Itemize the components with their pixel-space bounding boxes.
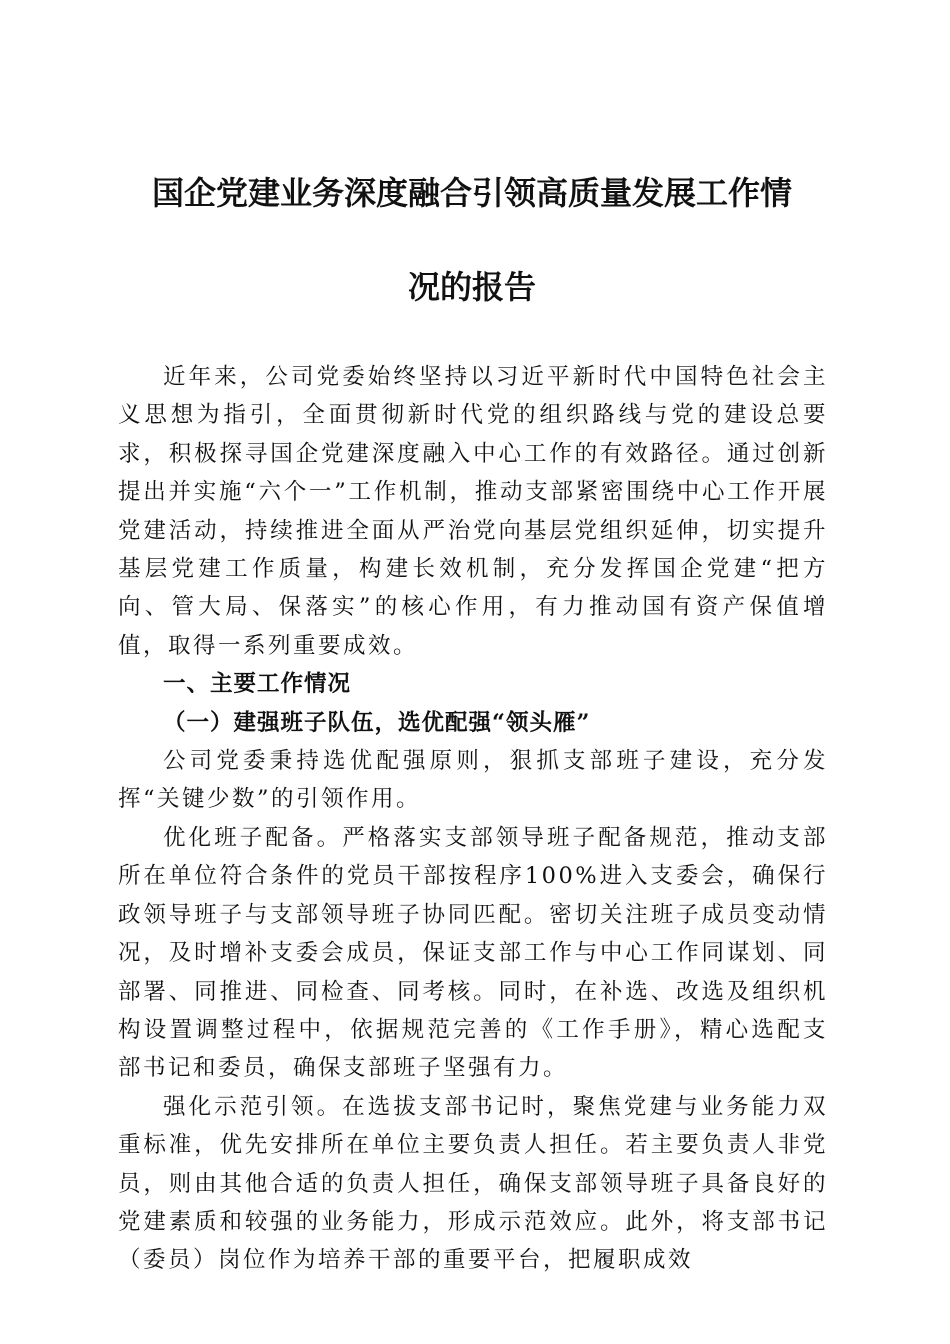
document-title: [112, 146, 832, 334]
section-heading: 一、主要工作情况: [163, 671, 352, 698]
intro-paragraph: 近年来，公司党委始终坚持以习近平新时代中国特色社会主义思想为指引，全面贯彻新时代党的组织路线与党的建设总要求，积极探寻国企党建深度融入中心工作的有效路径。通过创新提出并实施“六个一”工作机制，推动支部紧密围绕中心工作开展党建活动，持续推进全面从严治党向基层党组织延伸，切实提升基层党建工作质量，构建长效机制，充分发挥国企党建“把方向、管大局、保落实”的核心作用，有力推动国有资产保值增值，取得一系列重要成效。: [118, 364, 828, 659]
title-line-1: 国企党建业务深度融合引领高质量发展工作情: [151, 174, 792, 212]
body-paragraph: 强化示范引领。在选拔支部书记时，聚焦党建与业务能力双重标准，优先安排所在单位主要负责人担任。若主要负责人非党员，则由其他合适的负责人担任，确保支部领导班子具备良好的党建素质和较强的业务能力，形成示范效应。此外，将支部书记（委员）岗位作为培养干部的重要平台，把履职成效: [118, 1093, 828, 1274]
body-paragraph: 公司党委秉持选优配强原则，狠抓支部班子建设，充分发挥“关键少数”的引领作用。: [118, 748, 828, 813]
title-line-2: 况的报告: [407, 268, 536, 306]
subsection-heading: （一）建强班子队伍，选优配强“领头雁”: [163, 709, 591, 736]
document-body: [118, 358, 828, 1280]
body-paragraph: 优化班子配备。严格落实支部领导班子配备规范，推动支部所在单位符合条件的党员干部按程序100%进入支委会，确保行政领导班子与支部领导班子协同匹配。密切关注班子成员变动情况，及时增补支委会成员，保证支部工作与中心工作同谋划、同部署、同推进、同检查、同考核。同时，在补选、改选及组织机构设置调整过程中，依据规范完善的《工作手册》，精心选配支部书记和委员，确保支部班子坚强有力。: [118, 824, 828, 1082]
